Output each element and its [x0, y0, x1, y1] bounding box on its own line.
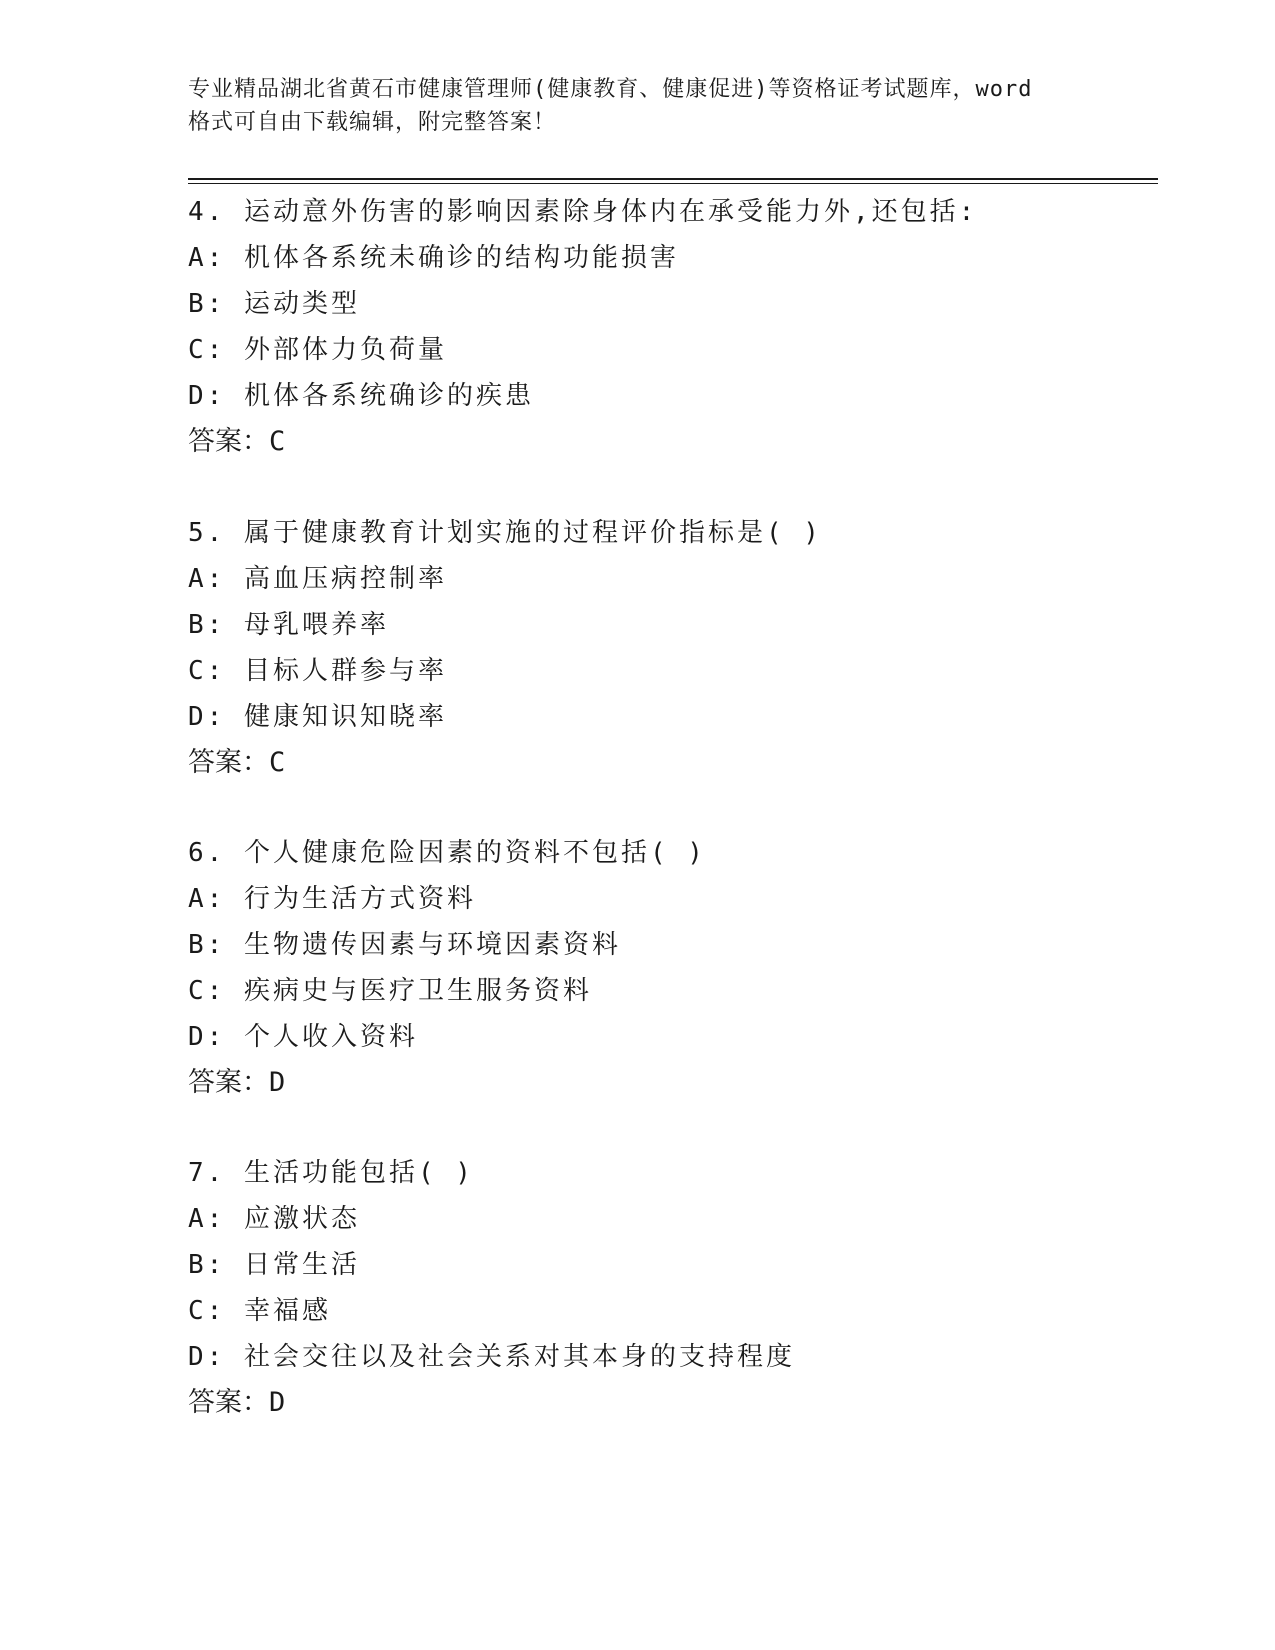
option-a: A: 机体各系统未确诊的结构功能损害	[188, 243, 679, 273]
header-line-2: 格式可自由下载编辑，附完整答案！	[188, 110, 557, 135]
option-d: D: 社会交往以及社会关系对其本身的支持程度	[188, 1342, 795, 1372]
option-b: B: 运动类型	[188, 289, 360, 319]
answer-line: 答案：C	[188, 426, 286, 457]
answer-line: 答案：D	[188, 1387, 286, 1418]
option-a: A: 应激状态	[188, 1204, 360, 1234]
option-b: B: 母乳喂养率	[188, 610, 389, 640]
option-a: A: 高血压病控制率	[188, 564, 447, 594]
header-divider-thin	[188, 183, 1158, 184]
question-stem: 6. 个人健康危险因素的资料不包括( )	[188, 838, 706, 868]
option-d: D: 健康知识知晓率	[188, 702, 447, 732]
option-a: A: 行为生活方式资料	[188, 884, 476, 914]
option-b: B: 日常生活	[188, 1250, 360, 1280]
option-d: D: 机体各系统确诊的疾患	[188, 381, 534, 411]
question-block-5	[188, 510, 1148, 786]
question-block-7	[188, 1150, 1148, 1426]
document-header	[188, 73, 1118, 139]
question-block-4	[188, 189, 1148, 465]
option-d: D: 个人收入资料	[188, 1022, 418, 1052]
question-stem: 5. 属于健康教育计划实施的过程评价指标是( )	[188, 518, 822, 548]
option-c: C: 目标人群参与率	[188, 656, 447, 686]
option-b: B: 生物遗传因素与环境因素资料	[188, 930, 621, 960]
option-c: C: 幸福感	[188, 1296, 331, 1326]
option-c: C: 疾病史与医疗卫生服务资料	[188, 976, 592, 1006]
question-stem: 7. 生活功能包括( )	[188, 1158, 474, 1188]
answer-line: 答案：C	[188, 747, 286, 778]
question-stem: 4. 运动意外伤害的影响因素除身体内在承受能力外,还包括:	[188, 197, 978, 227]
header-divider-thick	[188, 178, 1158, 180]
question-block-6	[188, 830, 1148, 1106]
option-c: C: 外部体力负荷量	[188, 335, 447, 365]
answer-line: 答案：D	[188, 1067, 286, 1098]
header-line-1: 专业精品湖北省黄石市健康管理师(健康教育、健康促进)等资格证考试题库，word	[188, 77, 1033, 102]
